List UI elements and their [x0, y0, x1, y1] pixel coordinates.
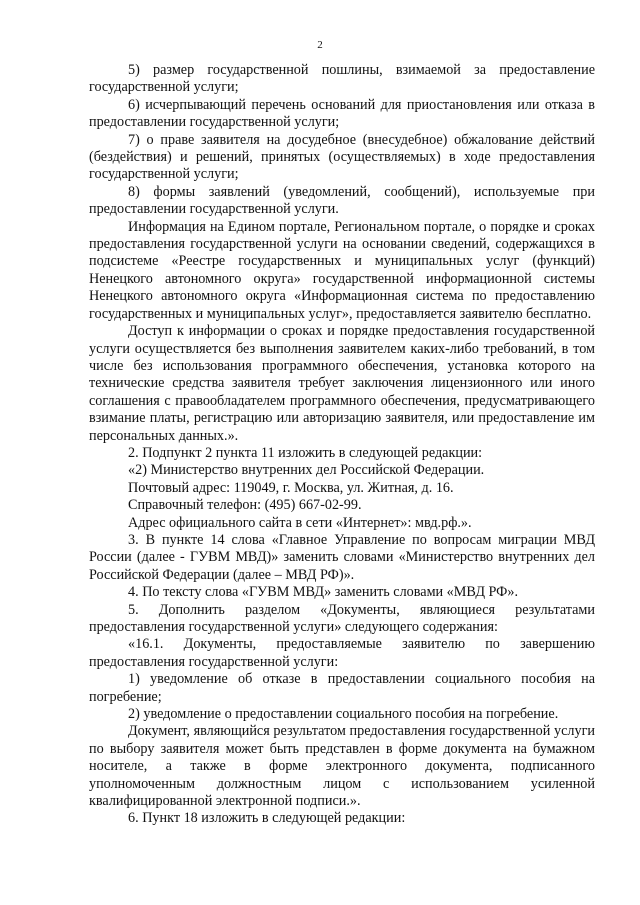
- paragraph-application-forms: 8) формы заявлений (уведомлений, сообщений), используемые при предоставлении государственной услуги.: [89, 183, 595, 218]
- document-body: [89, 62, 595, 828]
- paragraph-result-document: Документ, являющийся результатом предоставления государственной услуги по выбору заявителя может быть представлен в форме документа на бумажном носителе, а также в форме электронного документа, подписанного уполномоченным должностным лицом с использованием усиленной квалифицированной электронной подписи.».: [89, 723, 595, 810]
- paragraph-website: Адрес официального сайта в сети «Интернет»: мвд.рф.».: [128, 514, 472, 531]
- paragraph-portal-information: Информация на Едином портале, Региональном портале, о порядке и сроках предоставления государственной услуги на основании сведений, содержащихся в подсистеме «Реестре государственных и муниципальных услуг (функций) Ненецкого автономного округа» государственной информационной системы Ненецкого автономного округа «Информационная система по предоставлению государственных и муниципальных услуг», предоставляется заявителю бесплатно.: [89, 218, 595, 322]
- paragraph-section-16-1: «16.1. Документы, предоставляемые заявителю по завершению предоставления государственной услуги:: [89, 636, 595, 670]
- paragraph-appeal-right: 7) о праве заявителя на досудебное (внесудебное) обжалование действий (бездействия) и решений, принятых (осуществляемых) в ходе предоставления государственной услуги;: [89, 131, 595, 183]
- paragraph-grant-notice: 2) уведомление о предоставлении социального пособия на погребение.: [128, 706, 559, 723]
- paragraph-postal-address: Почтовый адрес: 119049, г. Москва, ул. Житная, д. 16.: [128, 479, 454, 496]
- paragraph-ministry-name: «2) Министерство внутренних дел Российской Федерации.: [128, 462, 485, 479]
- paragraph-amendment-6: 6. Пункт 18 изложить в следующей редакции:: [128, 810, 406, 827]
- paragraph-refusal-notice: 1) уведомление об отказе в предоставлении социального пособия на погребение;: [89, 671, 595, 705]
- paragraph-phone: Справочный телефон: (495) 667-02-99.: [128, 497, 362, 514]
- paragraph-information-access: Доступ к информации о сроках и порядке предоставления государственной услуги осуществляется без выполнения заявителем каких-либо требований, в том числе без использования программного обеспечения, установка которого на технические средства заявителя требует заключения лицензионного или иного соглашения с правообладателем программного обеспечения, предусматривающего взимание платы, регистрацию или авторизацию заявителя, или предоставление им персональных данных.».: [89, 323, 595, 444]
- paragraph-amendment-5: 5. Дополнить разделом «Документы, являющиеся результатами предоставления государственной услуги» следующего содержания:: [89, 601, 595, 635]
- paragraph-amendment-2: 2. Подпункт 2 пункта 11 изложить в следующей редакции:: [128, 444, 483, 461]
- page-number: 2: [317, 39, 323, 51]
- paragraph-state-fee: 5) размер государственной пошлины, взимаемой за предоставление государственной услуги;: [89, 62, 595, 96]
- paragraph-suspension-grounds: 6) исчерпывающий перечень оснований для приостановления или отказа в предоставлении государственной услуги;: [89, 96, 595, 131]
- paragraph-amendment-3: 3. В пункте 14 слова «Главное Управление по вопросам миграции МВД России (далее - ГУВМ МВД)» заменить словами «Министерство внутренних дел Российской Федерации (далее – МВД РФ)».: [89, 531, 595, 583]
- paragraph-amendment-4: 4. По тексту слова «ГУВМ МВД» заменить словами «МВД РФ».: [128, 584, 519, 601]
